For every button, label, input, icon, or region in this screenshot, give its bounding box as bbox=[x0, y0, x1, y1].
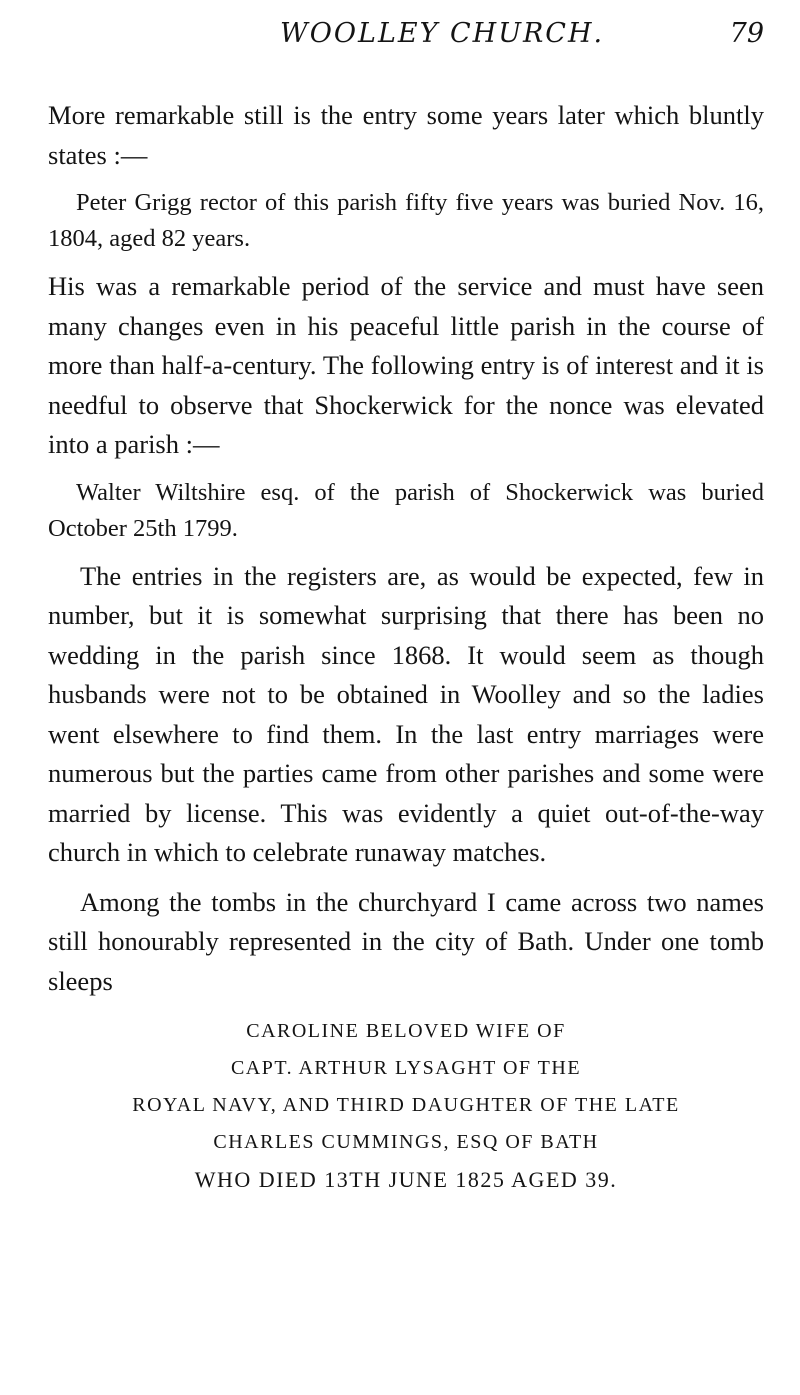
page-body bbox=[48, 96, 764, 1198]
epitaph-inscription bbox=[48, 1013, 764, 1198]
epitaph-line: CAROLINE BELOVED WIFE OF bbox=[246, 1020, 566, 1042]
epitaph-line: CHARLES CUMMINGS, ESQ OF BATH bbox=[213, 1131, 599, 1153]
epitaph-line: ROYAL NAVY, AND THIRD DAUGHTER OF THE LATE bbox=[132, 1094, 680, 1116]
epitaph-line: WHO DIED 13TH JUNE 1825 AGED 39. bbox=[194, 1167, 618, 1192]
paragraph-remarkable-period: His was a remarkable period of the service and must have seen many changes even in his peaceful little parish in the course of more than half-a-century. The following entry is of interest and it is needful to observe that Shockerwick for the nonce was elevated into a parish :— bbox=[48, 271, 764, 459]
paragraph-churchyard-tombs: Among the tombs in the churchyard I came across two names still honourably represented in the city of Bath. Under one tomb sleeps bbox=[48, 886, 764, 996]
paragraph-registers-entries: The entries in the registers are, as would be expected, few in number, but it is somewhat surprising that there has been no wedding in the parish since 1868. It would seem as though husbands were not to be obtained in Woolley and so the ladies went elsewhere to find them. In the last entry marriages were numerous but the parties came from other parishes and some were married by license. This was evidently a quiet out-of-the-way church in which to celebrate runaway matches. bbox=[48, 560, 764, 867]
paragraph-register-entry-intro: More remarkable still is the entry some years later which bluntly states :— bbox=[48, 100, 764, 170]
page-number: 79 bbox=[729, 18, 764, 49]
quote-peter-grigg-burial: Peter Grigg rector of this parish fifty five years was buried Nov. 16, 1804, aged 82 years. bbox=[48, 189, 764, 252]
running-head bbox=[48, 18, 764, 58]
running-title: WOOLLEY CHURCH. bbox=[280, 18, 605, 49]
epitaph-line: CAPT. ARTHUR LYSAGHT OF THE bbox=[230, 1057, 582, 1079]
quote-walter-wiltshire-burial: Walter Wiltshire esq. of the parish of Shockerwick was buried October 25th 1799. bbox=[48, 478, 764, 542]
